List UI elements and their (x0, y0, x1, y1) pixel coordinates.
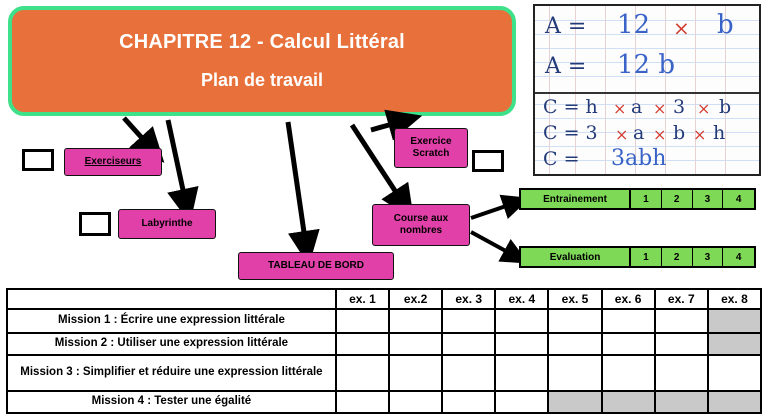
hw-line-3-e: 3 (673, 96, 686, 118)
checkbox-exerciseurs[interactable] (22, 149, 54, 171)
hw-line-1-a: A = (545, 14, 587, 39)
checkbox-exercice-scratch[interactable] (472, 150, 504, 172)
hw-line-4-a: C = 3 (543, 122, 598, 144)
mission-3-ex-4[interactable] (495, 355, 548, 391)
hw-line-1-c: × (673, 16, 690, 40)
mission-3-ex-3[interactable] (442, 355, 495, 391)
hw-line-4-f: × (693, 125, 707, 144)
mission-3-ex-7[interactable] (655, 355, 708, 391)
mission-2-ex-4[interactable] (495, 333, 548, 355)
mission-1-ex-2[interactable] (389, 309, 442, 333)
hw-line-5-a: C = (543, 148, 580, 170)
mission-table-col-3: ex. 3 (442, 289, 495, 309)
hw-line-5-b: 3abh (611, 146, 667, 171)
table-row (7, 309, 761, 333)
minitable-evaluation-cell-4[interactable]: 4 (723, 248, 754, 266)
mission-table-header-row (7, 289, 761, 309)
checkbox-labyrinthe[interactable] (79, 212, 111, 236)
mission-3-ex-5[interactable] (548, 355, 601, 391)
mission-1-ex-7[interactable] (655, 309, 708, 333)
hw-line-1-b: 12 (617, 10, 651, 40)
mission-4-ex-7 (655, 391, 708, 413)
mission-3-ex-8[interactable] (708, 355, 761, 391)
title-banner (8, 6, 516, 116)
hw-line-4-e: b (673, 122, 686, 144)
mission-4-ex-5 (548, 391, 601, 413)
mission-4-ex-3[interactable] (442, 391, 495, 413)
handwriting-panel (533, 4, 761, 176)
mission-2-ex-5[interactable] (548, 333, 601, 355)
mission-2-ex-6[interactable] (602, 333, 655, 355)
mission-4-ex-4[interactable] (495, 391, 548, 413)
mission-1-ex-5[interactable] (548, 309, 601, 333)
mission-1-ex-4[interactable] (495, 309, 548, 333)
mission-table-col-5: ex. 5 (548, 289, 601, 309)
table-row (7, 391, 761, 413)
mission-2-ex-8 (708, 333, 761, 355)
node-exerciseurs[interactable]: Exerciseurs (64, 148, 162, 176)
mission-table-col-1: ex. 1 (336, 289, 389, 309)
mission-1-ex-6[interactable] (602, 309, 655, 333)
mission-1-label: Mission 1 : Écrire une expression littérale (7, 309, 336, 333)
node-tableau-de-bord[interactable]: TABLEAU DE BORD (238, 252, 394, 280)
mission-table-corner (7, 289, 336, 309)
mission-4-ex-8 (708, 391, 761, 413)
mission-3-ex-1[interactable] (336, 355, 389, 391)
minitable-evaluation[interactable] (519, 246, 756, 268)
mission-4-ex-1[interactable] (336, 391, 389, 413)
hw-line-2-b: 12 b (617, 50, 675, 80)
mission-table-col-8: ex. 8 (708, 289, 761, 309)
mission-2-ex-1[interactable] (336, 333, 389, 355)
mission-1-ex-8 (708, 309, 761, 333)
mission-4-ex-2[interactable] (389, 391, 442, 413)
mission-4-label: Mission 4 : Tester une égalité (7, 391, 336, 413)
mission-table (6, 288, 762, 414)
minitable-evaluation-label: Evaluation (521, 248, 631, 266)
mission-4-ex-6 (602, 391, 655, 413)
minitable-entrainement-cell-1[interactable]: 1 (631, 190, 662, 208)
hw-line-4-d: × (653, 125, 667, 144)
mission-3-ex-2[interactable] (389, 355, 442, 391)
mission-table-col-4: ex. 4 (495, 289, 548, 309)
mission-table-col-2: ex.2 (389, 289, 442, 309)
hw-line-3-g: b (719, 96, 732, 118)
node-labyrinthe[interactable]: Labyrinthe (118, 209, 216, 239)
hw-line-3-b: × (613, 99, 627, 118)
hw-line-4-c: a (633, 122, 645, 144)
minitable-entrainement-label: Entrainement (521, 190, 631, 208)
minitable-entrainement[interactable] (519, 188, 756, 210)
mission-2-ex-2[interactable] (389, 333, 442, 355)
minitable-entrainement-cell-2[interactable]: 2 (662, 190, 693, 208)
hw-line-1-d: b (717, 10, 734, 40)
mission-3-label: Mission 3 : Simplifier et réduire une expression littérale (7, 355, 336, 391)
minitable-evaluation-cell-2[interactable]: 2 (662, 248, 693, 266)
mission-1-ex-1[interactable] (336, 309, 389, 333)
hw-line-3-c: a (631, 96, 643, 118)
mission-2-label: Mission 2 : Utiliser une expression littérale (7, 333, 336, 355)
mission-2-ex-3[interactable] (442, 333, 495, 355)
page-subtitle: Plan de travail (200, 70, 324, 90)
mission-table-col-7: ex. 7 (655, 289, 708, 309)
mission-3-ex-6[interactable] (602, 355, 655, 391)
minitable-entrainement-cell-3[interactable]: 3 (693, 190, 724, 208)
hw-line-4-g: h (713, 122, 726, 144)
table-row (7, 333, 761, 355)
table-row (7, 355, 761, 391)
minitable-evaluation-cell-3[interactable]: 3 (693, 248, 724, 266)
hw-line-4-b: × (615, 125, 629, 144)
hw-line-3-d: × (653, 99, 667, 118)
page-title: CHAPITRE 12 - Calcul Littéral (119, 31, 405, 53)
hw-line-2-a: A = (545, 54, 587, 79)
node-course-aux-nombres[interactable]: Course aux nombres (372, 204, 470, 246)
hw-line-3-f: × (697, 99, 711, 118)
minitable-entrainement-cell-4[interactable]: 4 (723, 190, 754, 208)
mission-1-ex-3[interactable] (442, 309, 495, 333)
mission-2-ex-7[interactable] (655, 333, 708, 355)
mission-table-col-6: ex. 6 (602, 289, 655, 309)
minitable-evaluation-cell-1[interactable]: 1 (631, 248, 662, 266)
node-exercice-scratch[interactable]: Exercice Scratch (394, 128, 468, 168)
hw-line-3-a: C = h (543, 96, 598, 118)
